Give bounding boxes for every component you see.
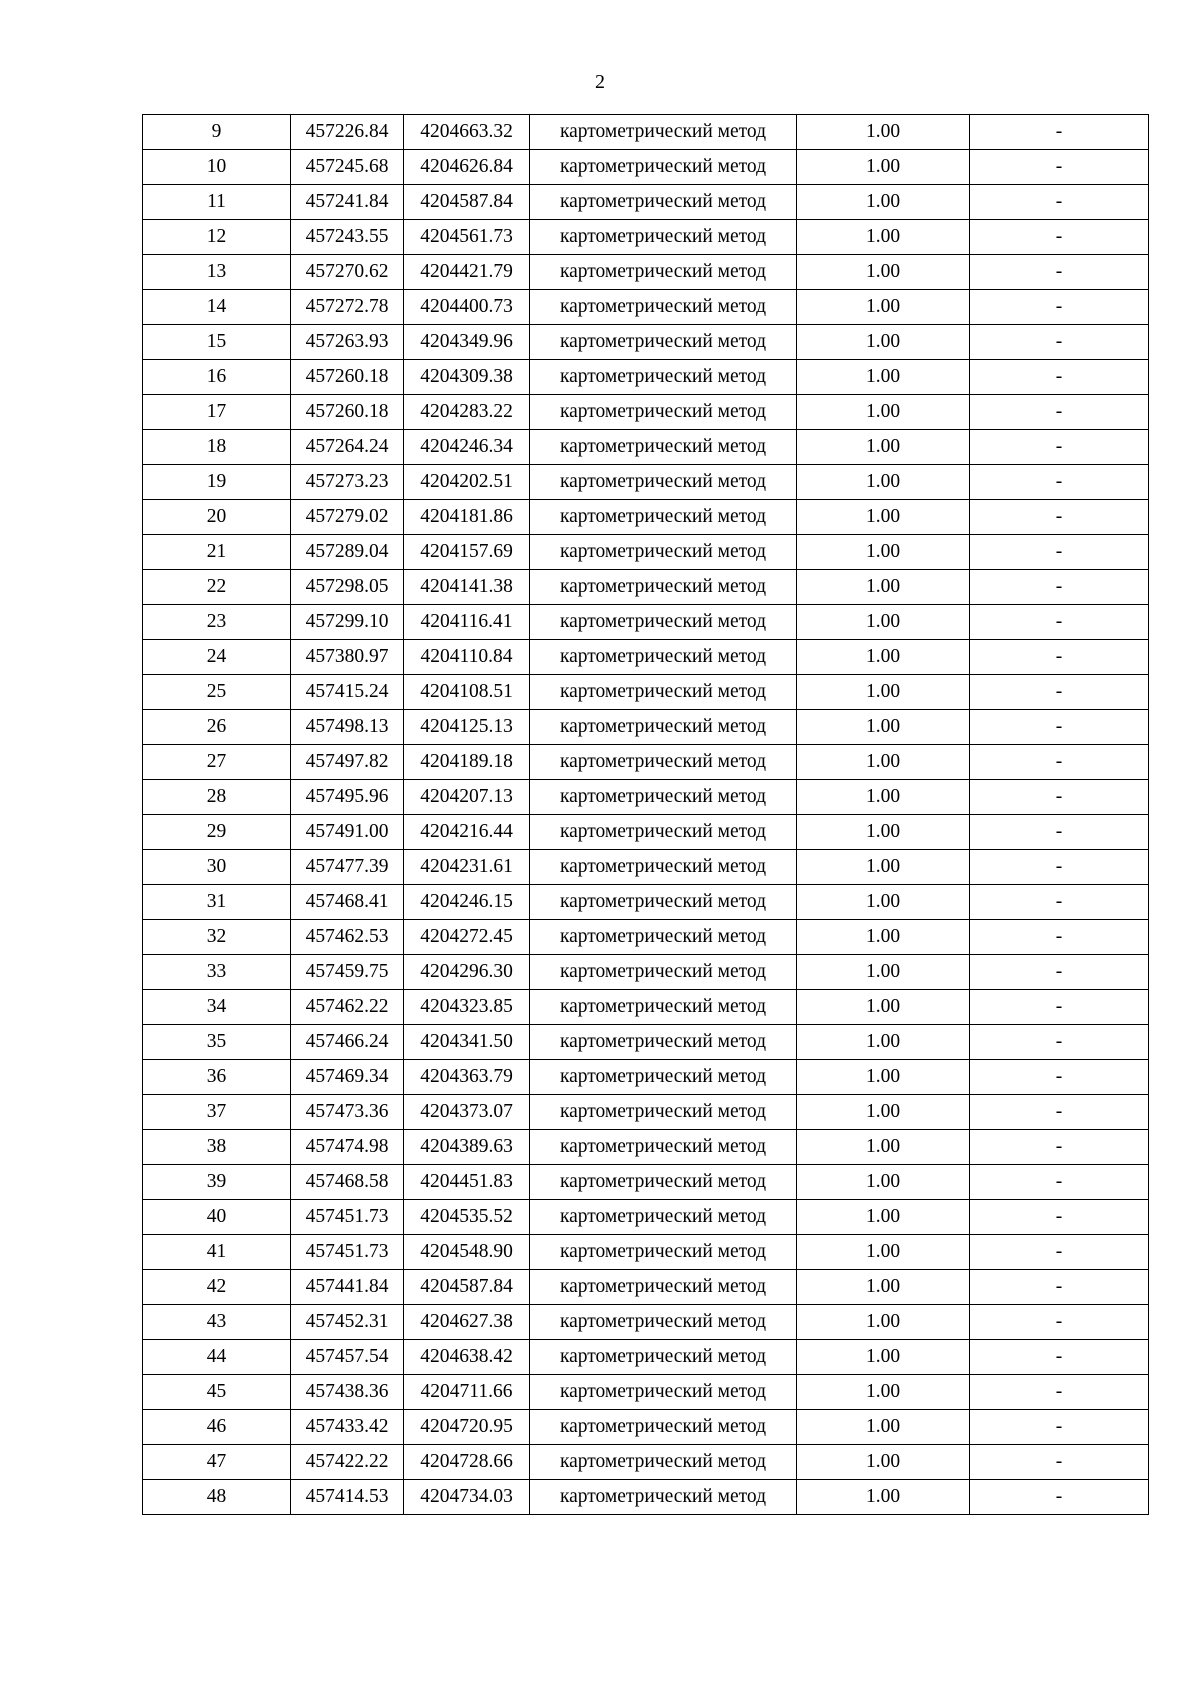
table-row xyxy=(143,1060,1149,1095)
method-cell: картометрический метод xyxy=(530,1480,797,1515)
table-row xyxy=(143,115,1149,150)
y-coordinate-cell: 4204110.84 xyxy=(404,640,530,675)
y-coordinate-cell: 4204587.84 xyxy=(404,1270,530,1305)
x-coordinate-cell: 457473.36 xyxy=(291,1095,404,1130)
y-coordinate-cell: 4204561.73 xyxy=(404,220,530,255)
method-cell: картометрический метод xyxy=(530,1130,797,1165)
y-coordinate-cell: 4204548.90 xyxy=(404,1235,530,1270)
description-cell: - xyxy=(970,780,1149,815)
table-row xyxy=(143,1025,1149,1060)
accuracy-cell: 1.00 xyxy=(797,1480,970,1515)
method-cell: картометрический метод xyxy=(530,500,797,535)
table-row xyxy=(143,745,1149,780)
accuracy-cell: 1.00 xyxy=(797,1270,970,1305)
y-coordinate-cell: 4204373.07 xyxy=(404,1095,530,1130)
method-cell: картометрический метод xyxy=(530,1410,797,1445)
point-number-cell: 47 xyxy=(143,1445,291,1480)
point-number-cell: 43 xyxy=(143,1305,291,1340)
accuracy-cell: 1.00 xyxy=(797,1375,970,1410)
accuracy-cell: 1.00 xyxy=(797,1130,970,1165)
table-row xyxy=(143,1235,1149,1270)
x-coordinate-cell: 457451.73 xyxy=(291,1200,404,1235)
x-coordinate-cell: 457245.68 xyxy=(291,150,404,185)
method-cell: картометрический метод xyxy=(530,360,797,395)
x-coordinate-cell: 457451.73 xyxy=(291,1235,404,1270)
table-row xyxy=(143,185,1149,220)
point-number-cell: 33 xyxy=(143,955,291,990)
method-cell: картометрический метод xyxy=(530,885,797,920)
description-cell: - xyxy=(970,1480,1149,1515)
accuracy-cell: 1.00 xyxy=(797,675,970,710)
table-row xyxy=(143,780,1149,815)
coordinates-table xyxy=(142,114,1149,1515)
point-number-cell: 36 xyxy=(143,1060,291,1095)
x-coordinate-cell: 457380.97 xyxy=(291,640,404,675)
point-number-cell: 30 xyxy=(143,850,291,885)
table-row xyxy=(143,150,1149,185)
method-cell: картометрический метод xyxy=(530,1235,797,1270)
x-coordinate-cell: 457414.53 xyxy=(291,1480,404,1515)
accuracy-cell: 1.00 xyxy=(797,920,970,955)
accuracy-cell: 1.00 xyxy=(797,955,970,990)
x-coordinate-cell: 457243.55 xyxy=(291,220,404,255)
description-cell: - xyxy=(970,465,1149,500)
description-cell: - xyxy=(970,1410,1149,1445)
table-row xyxy=(143,395,1149,430)
coordinates-table-body xyxy=(143,115,1149,1515)
y-coordinate-cell: 4204626.84 xyxy=(404,150,530,185)
accuracy-cell: 1.00 xyxy=(797,500,970,535)
description-cell: - xyxy=(970,220,1149,255)
table-row xyxy=(143,710,1149,745)
description-cell: - xyxy=(970,850,1149,885)
point-number-cell: 34 xyxy=(143,990,291,1025)
description-cell: - xyxy=(970,360,1149,395)
accuracy-cell: 1.00 xyxy=(797,640,970,675)
method-cell: картометрический метод xyxy=(530,220,797,255)
y-coordinate-cell: 4204421.79 xyxy=(404,255,530,290)
x-coordinate-cell: 457491.00 xyxy=(291,815,404,850)
table-row xyxy=(143,1095,1149,1130)
table-row xyxy=(143,640,1149,675)
y-coordinate-cell: 4204116.41 xyxy=(404,605,530,640)
x-coordinate-cell: 457299.10 xyxy=(291,605,404,640)
method-cell: картометрический метод xyxy=(530,990,797,1025)
table-row xyxy=(143,290,1149,325)
y-coordinate-cell: 4204451.83 xyxy=(404,1165,530,1200)
table-row xyxy=(143,535,1149,570)
method-cell: картометрический метод xyxy=(530,640,797,675)
y-coordinate-cell: 4204349.96 xyxy=(404,325,530,360)
point-number-cell: 32 xyxy=(143,920,291,955)
y-coordinate-cell: 4204202.51 xyxy=(404,465,530,500)
accuracy-cell: 1.00 xyxy=(797,185,970,220)
x-coordinate-cell: 457273.23 xyxy=(291,465,404,500)
point-number-cell: 20 xyxy=(143,500,291,535)
accuracy-cell: 1.00 xyxy=(797,605,970,640)
y-coordinate-cell: 4204535.52 xyxy=(404,1200,530,1235)
x-coordinate-cell: 457468.41 xyxy=(291,885,404,920)
point-number-cell: 42 xyxy=(143,1270,291,1305)
x-coordinate-cell: 457459.75 xyxy=(291,955,404,990)
y-coordinate-cell: 4204157.69 xyxy=(404,535,530,570)
y-coordinate-cell: 4204231.61 xyxy=(404,850,530,885)
table-row xyxy=(143,1305,1149,1340)
table-row xyxy=(143,1270,1149,1305)
x-coordinate-cell: 457241.84 xyxy=(291,185,404,220)
point-number-cell: 29 xyxy=(143,815,291,850)
accuracy-cell: 1.00 xyxy=(797,1025,970,1060)
method-cell: картометрический метод xyxy=(530,1095,797,1130)
accuracy-cell: 1.00 xyxy=(797,1165,970,1200)
description-cell: - xyxy=(970,570,1149,605)
point-number-cell: 38 xyxy=(143,1130,291,1165)
description-cell: - xyxy=(970,710,1149,745)
x-coordinate-cell: 457263.93 xyxy=(291,325,404,360)
x-coordinate-cell: 457272.78 xyxy=(291,290,404,325)
point-number-cell: 18 xyxy=(143,430,291,465)
description-cell: - xyxy=(970,605,1149,640)
x-coordinate-cell: 457468.58 xyxy=(291,1165,404,1200)
table-row xyxy=(143,850,1149,885)
accuracy-cell: 1.00 xyxy=(797,1340,970,1375)
table-row xyxy=(143,1165,1149,1200)
table-row xyxy=(143,1130,1149,1165)
description-cell: - xyxy=(970,1305,1149,1340)
description-cell: - xyxy=(970,675,1149,710)
method-cell: картометрический метод xyxy=(530,815,797,850)
method-cell: картометрический метод xyxy=(530,570,797,605)
y-coordinate-cell: 4204389.63 xyxy=(404,1130,530,1165)
table-row xyxy=(143,570,1149,605)
point-number-cell: 16 xyxy=(143,360,291,395)
accuracy-cell: 1.00 xyxy=(797,780,970,815)
x-coordinate-cell: 457226.84 xyxy=(291,115,404,150)
accuracy-cell: 1.00 xyxy=(797,150,970,185)
point-number-cell: 48 xyxy=(143,1480,291,1515)
y-coordinate-cell: 4204296.30 xyxy=(404,955,530,990)
accuracy-cell: 1.00 xyxy=(797,115,970,150)
x-coordinate-cell: 457474.98 xyxy=(291,1130,404,1165)
point-number-cell: 22 xyxy=(143,570,291,605)
accuracy-cell: 1.00 xyxy=(797,570,970,605)
description-cell: - xyxy=(970,535,1149,570)
y-coordinate-cell: 4204181.86 xyxy=(404,500,530,535)
x-coordinate-cell: 457289.04 xyxy=(291,535,404,570)
method-cell: картометрический метод xyxy=(530,430,797,465)
description-cell: - xyxy=(970,955,1149,990)
table-row xyxy=(143,220,1149,255)
x-coordinate-cell: 457477.39 xyxy=(291,850,404,885)
accuracy-cell: 1.00 xyxy=(797,1095,970,1130)
description-cell: - xyxy=(970,325,1149,360)
y-coordinate-cell: 4204728.66 xyxy=(404,1445,530,1480)
table-row xyxy=(143,325,1149,360)
point-number-cell: 40 xyxy=(143,1200,291,1235)
y-coordinate-cell: 4204141.38 xyxy=(404,570,530,605)
x-coordinate-cell: 457298.05 xyxy=(291,570,404,605)
accuracy-cell: 1.00 xyxy=(797,1305,970,1340)
y-coordinate-cell: 4204363.79 xyxy=(404,1060,530,1095)
method-cell: картометрический метод xyxy=(530,1060,797,1095)
description-cell: - xyxy=(970,885,1149,920)
table-row xyxy=(143,605,1149,640)
table-row xyxy=(143,255,1149,290)
accuracy-cell: 1.00 xyxy=(797,465,970,500)
method-cell: картометрический метод xyxy=(530,850,797,885)
y-coordinate-cell: 4204663.32 xyxy=(404,115,530,150)
method-cell: картометрический метод xyxy=(530,535,797,570)
point-number-cell: 44 xyxy=(143,1340,291,1375)
x-coordinate-cell: 457264.24 xyxy=(291,430,404,465)
description-cell: - xyxy=(970,1165,1149,1200)
accuracy-cell: 1.00 xyxy=(797,325,970,360)
point-number-cell: 21 xyxy=(143,535,291,570)
accuracy-cell: 1.00 xyxy=(797,220,970,255)
point-number-cell: 26 xyxy=(143,710,291,745)
y-coordinate-cell: 4204189.18 xyxy=(404,745,530,780)
y-coordinate-cell: 4204283.22 xyxy=(404,395,530,430)
method-cell: картометрический метод xyxy=(530,1445,797,1480)
table-row xyxy=(143,990,1149,1025)
point-number-cell: 24 xyxy=(143,640,291,675)
method-cell: картометрический метод xyxy=(530,185,797,220)
y-coordinate-cell: 4204400.73 xyxy=(404,290,530,325)
table-row xyxy=(143,675,1149,710)
method-cell: картометрический метод xyxy=(530,1375,797,1410)
method-cell: картометрический метод xyxy=(530,290,797,325)
table-row xyxy=(143,815,1149,850)
x-coordinate-cell: 457495.96 xyxy=(291,780,404,815)
description-cell: - xyxy=(970,640,1149,675)
table-row xyxy=(143,1410,1149,1445)
accuracy-cell: 1.00 xyxy=(797,430,970,465)
description-cell: - xyxy=(970,185,1149,220)
table-row xyxy=(143,500,1149,535)
table-row xyxy=(143,430,1149,465)
point-number-cell: 28 xyxy=(143,780,291,815)
point-number-cell: 41 xyxy=(143,1235,291,1270)
accuracy-cell: 1.00 xyxy=(797,1445,970,1480)
accuracy-cell: 1.00 xyxy=(797,535,970,570)
table-row xyxy=(143,465,1149,500)
table-row xyxy=(143,1340,1149,1375)
y-coordinate-cell: 4204323.85 xyxy=(404,990,530,1025)
description-cell: - xyxy=(970,1095,1149,1130)
accuracy-cell: 1.00 xyxy=(797,1200,970,1235)
description-cell: - xyxy=(970,1340,1149,1375)
description-cell: - xyxy=(970,1060,1149,1095)
description-cell: - xyxy=(970,430,1149,465)
y-coordinate-cell: 4204309.38 xyxy=(404,360,530,395)
description-cell: - xyxy=(970,115,1149,150)
description-cell: - xyxy=(970,1235,1149,1270)
table-row xyxy=(143,920,1149,955)
table-row xyxy=(143,1445,1149,1480)
x-coordinate-cell: 457457.54 xyxy=(291,1340,404,1375)
point-number-cell: 23 xyxy=(143,605,291,640)
method-cell: картометрический метод xyxy=(530,920,797,955)
x-coordinate-cell: 457438.36 xyxy=(291,1375,404,1410)
description-cell: - xyxy=(970,1270,1149,1305)
accuracy-cell: 1.00 xyxy=(797,395,970,430)
point-number-cell: 17 xyxy=(143,395,291,430)
table-row xyxy=(143,1200,1149,1235)
y-coordinate-cell: 4204734.03 xyxy=(404,1480,530,1515)
x-coordinate-cell: 457260.18 xyxy=(291,395,404,430)
description-cell: - xyxy=(970,1445,1149,1480)
method-cell: картометрический метод xyxy=(530,150,797,185)
description-cell: - xyxy=(970,1130,1149,1165)
description-cell: - xyxy=(970,500,1149,535)
y-coordinate-cell: 4204720.95 xyxy=(404,1410,530,1445)
x-coordinate-cell: 457260.18 xyxy=(291,360,404,395)
accuracy-cell: 1.00 xyxy=(797,360,970,395)
description-cell: - xyxy=(970,255,1149,290)
point-number-cell: 13 xyxy=(143,255,291,290)
x-coordinate-cell: 457415.24 xyxy=(291,675,404,710)
method-cell: картометрический метод xyxy=(530,1340,797,1375)
point-number-cell: 15 xyxy=(143,325,291,360)
method-cell: картометрический метод xyxy=(530,395,797,430)
accuracy-cell: 1.00 xyxy=(797,990,970,1025)
x-coordinate-cell: 457498.13 xyxy=(291,710,404,745)
method-cell: картометрический метод xyxy=(530,780,797,815)
accuracy-cell: 1.00 xyxy=(797,745,970,780)
description-cell: - xyxy=(970,150,1149,185)
method-cell: картометрический метод xyxy=(530,1200,797,1235)
method-cell: картометрический метод xyxy=(530,1305,797,1340)
y-coordinate-cell: 4204341.50 xyxy=(404,1025,530,1060)
method-cell: картометрический метод xyxy=(530,1270,797,1305)
y-coordinate-cell: 4204108.51 xyxy=(404,675,530,710)
point-number-cell: 39 xyxy=(143,1165,291,1200)
y-coordinate-cell: 4204246.34 xyxy=(404,430,530,465)
point-number-cell: 35 xyxy=(143,1025,291,1060)
x-coordinate-cell: 457441.84 xyxy=(291,1270,404,1305)
y-coordinate-cell: 4204216.44 xyxy=(404,815,530,850)
accuracy-cell: 1.00 xyxy=(797,1410,970,1445)
y-coordinate-cell: 4204125.13 xyxy=(404,710,530,745)
point-number-cell: 10 xyxy=(143,150,291,185)
y-coordinate-cell: 4204627.38 xyxy=(404,1305,530,1340)
table-row xyxy=(143,1480,1149,1515)
x-coordinate-cell: 457270.62 xyxy=(291,255,404,290)
point-number-cell: 19 xyxy=(143,465,291,500)
x-coordinate-cell: 457422.22 xyxy=(291,1445,404,1480)
method-cell: картометрический метод xyxy=(530,745,797,780)
y-coordinate-cell: 4204272.45 xyxy=(404,920,530,955)
point-number-cell: 11 xyxy=(143,185,291,220)
y-coordinate-cell: 4204711.66 xyxy=(404,1375,530,1410)
table-row xyxy=(143,1375,1149,1410)
table-row xyxy=(143,360,1149,395)
method-cell: картометрический метод xyxy=(530,325,797,360)
x-coordinate-cell: 457433.42 xyxy=(291,1410,404,1445)
accuracy-cell: 1.00 xyxy=(797,710,970,745)
page-number: 2 xyxy=(595,71,605,93)
table-row xyxy=(143,885,1149,920)
description-cell: - xyxy=(970,920,1149,955)
description-cell: - xyxy=(970,395,1149,430)
x-coordinate-cell: 457279.02 xyxy=(291,500,404,535)
description-cell: - xyxy=(970,990,1149,1025)
y-coordinate-cell: 4204207.13 xyxy=(404,780,530,815)
point-number-cell: 12 xyxy=(143,220,291,255)
y-coordinate-cell: 4204246.15 xyxy=(404,885,530,920)
x-coordinate-cell: 457497.82 xyxy=(291,745,404,780)
y-coordinate-cell: 4204638.42 xyxy=(404,1340,530,1375)
accuracy-cell: 1.00 xyxy=(797,1060,970,1095)
point-number-cell: 14 xyxy=(143,290,291,325)
y-coordinate-cell: 4204587.84 xyxy=(404,185,530,220)
x-coordinate-cell: 457466.24 xyxy=(291,1025,404,1060)
method-cell: картометрический метод xyxy=(530,675,797,710)
accuracy-cell: 1.00 xyxy=(797,815,970,850)
method-cell: картометрический метод xyxy=(530,255,797,290)
point-number-cell: 46 xyxy=(143,1410,291,1445)
method-cell: картометрический метод xyxy=(530,605,797,640)
description-cell: - xyxy=(970,745,1149,780)
table-row xyxy=(143,955,1149,990)
description-cell: - xyxy=(970,1025,1149,1060)
description-cell: - xyxy=(970,290,1149,325)
description-cell: - xyxy=(970,1200,1149,1235)
x-coordinate-cell: 457462.53 xyxy=(291,920,404,955)
accuracy-cell: 1.00 xyxy=(797,255,970,290)
point-number-cell: 9 xyxy=(143,115,291,150)
method-cell: картометрический метод xyxy=(530,955,797,990)
x-coordinate-cell: 457462.22 xyxy=(291,990,404,1025)
accuracy-cell: 1.00 xyxy=(797,850,970,885)
description-cell: - xyxy=(970,815,1149,850)
x-coordinate-cell: 457452.31 xyxy=(291,1305,404,1340)
description-cell: - xyxy=(970,1375,1149,1410)
method-cell: картометрический метод xyxy=(530,1165,797,1200)
method-cell: картометрический метод xyxy=(530,115,797,150)
point-number-cell: 37 xyxy=(143,1095,291,1130)
accuracy-cell: 1.00 xyxy=(797,885,970,920)
accuracy-cell: 1.00 xyxy=(797,290,970,325)
method-cell: картометрический метод xyxy=(530,465,797,500)
method-cell: картометрический метод xyxy=(530,1025,797,1060)
point-number-cell: 45 xyxy=(143,1375,291,1410)
x-coordinate-cell: 457469.34 xyxy=(291,1060,404,1095)
point-number-cell: 31 xyxy=(143,885,291,920)
accuracy-cell: 1.00 xyxy=(797,1235,970,1270)
method-cell: картометрический метод xyxy=(530,710,797,745)
point-number-cell: 25 xyxy=(143,675,291,710)
point-number-cell: 27 xyxy=(143,745,291,780)
